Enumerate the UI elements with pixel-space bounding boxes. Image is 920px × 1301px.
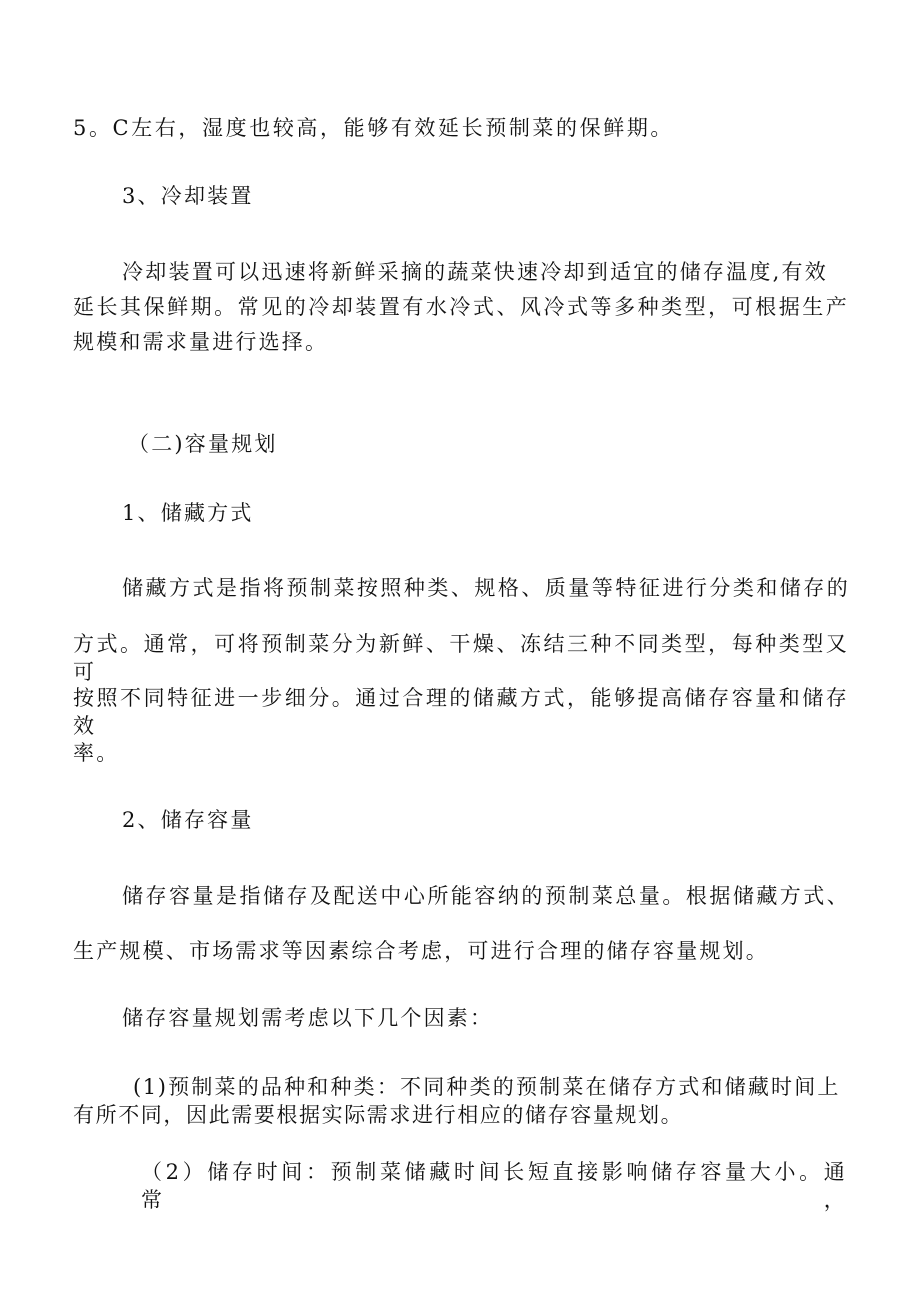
paragraph-line: (1)预制菜的品种和种类：不同种类的预制菜在储存方式和储藏时间上 [133, 1075, 840, 1099]
paragraph-line: 储存容量是指储存及配送中心所能容纳的预制菜总量。根据储藏方式、 [122, 884, 850, 908]
paragraph-line: 5。C左右，湿度也较高，能够有效延长预制菜的保鲜期。 [73, 116, 675, 140]
paragraph-line: 规模和需求量进行选择。 [73, 330, 329, 354]
paragraph-line: 率。 [73, 741, 120, 765]
heading-storage-capacity: 2、储存容量 [122, 808, 254, 832]
paragraph-line: 生产规模、市场需求等因素综合考虑，可进行合理的储存容量规划。 [73, 939, 769, 963]
paragraph-line: 储藏方式是指将预制菜按照种类、规格、质量等特征进行分类和储存的 [122, 576, 850, 600]
paragraph-line: 按照不同特征进一步细分。通过合理的储藏方式，能够提高储存容量和储存效 [73, 686, 849, 738]
heading-storage-method: 1、储藏方式 [122, 501, 254, 525]
paragraph-line: 延长其保鲜期。常见的冷却装置有水冷式、风冷式等多种类型，可根据生产 [73, 295, 849, 319]
factors-intro: 储存容量规划需考虑以下几个因素： [122, 1006, 494, 1030]
paragraph-line: 方式。通常，可将预制菜分为新鲜、干燥、冻结三种不同类型，每种类型又可 [73, 632, 849, 684]
paragraph-line: 冷却装置可以迅速将新鲜采摘的蔬菜快速冷却到适宜的储存温度,有效 [122, 260, 828, 284]
heading-cooling-device: 3、冷却装置 [122, 184, 254, 208]
section-heading-capacity-planning: （二)容量规划 [128, 432, 278, 456]
paragraph-line: （2）储存时间：预制菜储藏时间长短直接影响储存容量大小。通常， [141, 1160, 847, 1212]
paragraph-line: 有所不同，因此需要根据实际需求进行相应的储存容量规划。 [73, 1103, 684, 1127]
